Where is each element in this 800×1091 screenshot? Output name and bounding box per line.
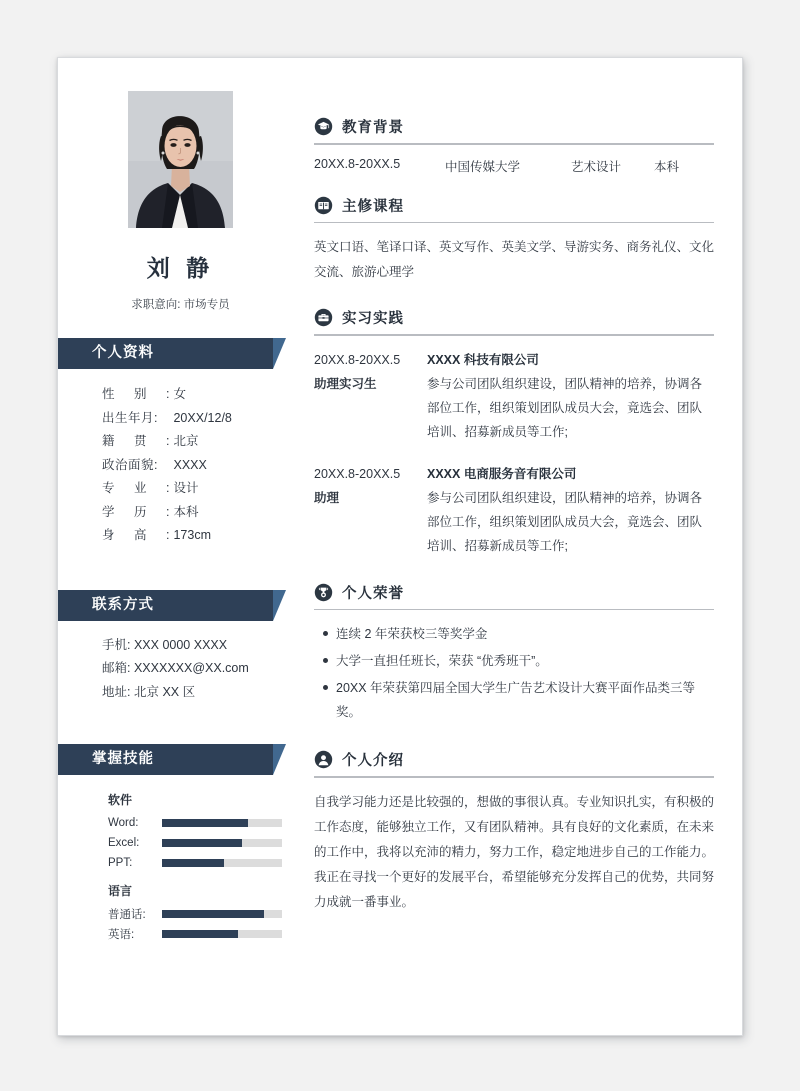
section-title: 个人荣誉 bbox=[342, 585, 404, 602]
education-major: 艺术设计 bbox=[571, 159, 622, 174]
divider bbox=[314, 776, 714, 778]
experience-date: 20XX.8-20XX.5 bbox=[314, 466, 401, 481]
section-header bbox=[314, 749, 714, 776]
experience-company: XXXX 电商服务音有限公司 bbox=[427, 466, 577, 481]
list-item: 出生年月: 20XX/12/8 bbox=[102, 410, 232, 425]
info-key: 政治面貌 bbox=[102, 457, 155, 472]
main-content bbox=[303, 58, 742, 1035]
skill-track bbox=[162, 819, 282, 827]
info-key: 专 bbox=[102, 481, 116, 495]
info-value: 20XX/12/8 bbox=[173, 410, 232, 425]
section-header bbox=[314, 195, 714, 222]
banner-title-personal: 个人资料 bbox=[92, 345, 154, 361]
section-title: 主修课程 bbox=[342, 198, 404, 215]
list-item: 身 高 : 173cm bbox=[102, 524, 303, 548]
skill-group-title-software: 软件 bbox=[108, 793, 133, 807]
experience-body bbox=[427, 348, 714, 444]
open-book-icon bbox=[314, 196, 333, 215]
experience-description: 参与公司团队组织建设，团队精神的培养，协调各部位工作，组织策划团队成员大会，竟选会、团队培训、招募新成员等工作; bbox=[427, 376, 703, 439]
section-courses bbox=[314, 195, 714, 302]
experience-item bbox=[314, 462, 714, 576]
info-value: 173cm bbox=[173, 528, 212, 542]
list-item bbox=[102, 634, 303, 658]
skill-track bbox=[162, 930, 282, 938]
info-value: XXXX bbox=[173, 457, 207, 472]
experience-meta bbox=[314, 348, 427, 444]
list-item bbox=[102, 657, 303, 681]
skill-row-english bbox=[108, 924, 303, 944]
banner-body bbox=[58, 338, 273, 369]
list-item bbox=[314, 622, 714, 649]
contact-label: 邮箱: bbox=[102, 661, 131, 675]
list-item: 籍 贯 : 北京 bbox=[102, 430, 303, 454]
info-key: 学 bbox=[102, 504, 116, 519]
bullet-icon bbox=[314, 649, 336, 663]
info-value: 北京 bbox=[173, 434, 199, 448]
divider bbox=[314, 143, 714, 145]
experience-body bbox=[427, 462, 714, 558]
section-title: 实习实践 bbox=[342, 311, 404, 327]
banner-personal-info bbox=[58, 338, 286, 369]
skill-label: 英语: bbox=[108, 929, 135, 941]
courses-text: 英文口语、笔译口译、英文写作、英美文学、导游实务、商务礼仪、文化交流、旅游心理学 bbox=[314, 240, 715, 279]
bullet-icon bbox=[314, 676, 336, 690]
divider bbox=[314, 334, 714, 336]
introduction-text: 自我学习能力还是比较强的，想做的事很认真。专业知识扎实，有积极的工作态度，能够独立工作，又有团队精神。具有良好的文化素质，在未来的工作中，我将以充沛的精力，努力工作，稳定地进步自己的工作能力。我正在寻找一个更好的发展平台，希望能够充分发挥自己的优势，共同努力成就一番事业。 bbox=[314, 794, 715, 909]
banner-tail bbox=[273, 338, 286, 369]
info-key2: 贯 bbox=[134, 434, 148, 448]
honor-text: 20XX 年荣获第四届全国大学生广告艺术设计大赛平面作品类三等奖。 bbox=[336, 681, 696, 719]
honor-text: 大学一直担任班长，荣获 “优秀班干”。 bbox=[336, 654, 548, 668]
medal-icon bbox=[314, 583, 333, 602]
graduation-cap-icon bbox=[314, 117, 333, 136]
section-honors bbox=[314, 582, 714, 744]
info-key: 出生年月 bbox=[102, 410, 155, 425]
contact-value: XXXXXXX@XX.com bbox=[133, 661, 249, 675]
user-icon bbox=[314, 750, 333, 769]
banner-body bbox=[58, 744, 273, 775]
info-key: 籍 bbox=[102, 434, 116, 448]
experience-date: 20XX.8-20XX.5 bbox=[314, 352, 401, 367]
list-item: 政治面貌: XXXX bbox=[102, 457, 207, 472]
section-header bbox=[314, 116, 714, 143]
skill-row-mandarin bbox=[108, 904, 303, 924]
banner-title-skills: 掌握技能 bbox=[92, 751, 154, 767]
avatar bbox=[128, 91, 233, 228]
info-key2: 高 bbox=[134, 528, 148, 542]
personal-info-list bbox=[58, 369, 303, 548]
skill-label: Word: bbox=[108, 817, 139, 829]
experience-meta bbox=[314, 462, 427, 558]
divider bbox=[314, 222, 714, 224]
education-entry bbox=[314, 157, 714, 189]
banner-contact bbox=[58, 590, 286, 621]
list-item bbox=[314, 649, 714, 676]
experience-role: 助理实习生 bbox=[314, 376, 377, 391]
resume-page bbox=[57, 57, 743, 1036]
info-key2: 别 bbox=[134, 387, 148, 401]
skill-row-ppt bbox=[108, 853, 303, 873]
skill-fill bbox=[162, 859, 224, 867]
info-value: 本科 bbox=[173, 504, 199, 519]
info-key2: 历 bbox=[134, 504, 148, 519]
person-name: 刘 静 bbox=[146, 255, 215, 281]
skill-fill bbox=[162, 910, 264, 918]
list-item: 性 别 : 女 bbox=[102, 383, 303, 407]
briefcase-icon bbox=[314, 308, 333, 327]
banner-title-contact: 联系方式 bbox=[92, 596, 154, 613]
list-item bbox=[314, 676, 714, 727]
experience-description: 参与公司团队组织建设，团队精神的培养，协调各部位工作，组织策划团队成员大会，竟选会、团队培训、招募新成员等工作; bbox=[427, 490, 703, 553]
divider bbox=[314, 609, 714, 611]
education-degree: 本科 bbox=[654, 159, 680, 174]
contact-label: 手机: bbox=[102, 637, 131, 652]
honors-list bbox=[314, 622, 714, 743]
info-key2: 业 bbox=[134, 481, 148, 495]
experience-role: 助理 bbox=[314, 490, 340, 505]
list-item bbox=[102, 681, 303, 705]
banner-skills bbox=[58, 744, 286, 775]
info-key: 性 bbox=[102, 387, 116, 401]
banner-body bbox=[58, 590, 273, 621]
contact-value: XXX 0000 XXXX bbox=[133, 637, 228, 652]
honor-text: 连续 2 年荣获校三等奖学金 bbox=[336, 627, 488, 641]
contact-list bbox=[58, 621, 303, 705]
section-title: 个人介绍 bbox=[342, 753, 404, 769]
skill-label: 普通话: bbox=[108, 909, 146, 921]
sidebar bbox=[58, 58, 303, 1035]
banner-tail bbox=[273, 590, 286, 621]
section-header bbox=[314, 582, 714, 609]
section-title: 教育背景 bbox=[342, 120, 404, 136]
banner-tail bbox=[273, 744, 286, 775]
experience-item bbox=[314, 348, 714, 462]
contact-value: 北京 XX 区 bbox=[133, 684, 196, 699]
section-header bbox=[314, 307, 714, 334]
skill-fill bbox=[162, 839, 242, 847]
skill-track bbox=[162, 859, 282, 867]
info-key: 身 bbox=[102, 528, 116, 542]
skills-list bbox=[58, 775, 303, 944]
section-education bbox=[314, 116, 714, 189]
skill-track bbox=[162, 910, 282, 918]
section-introduction bbox=[314, 749, 714, 915]
bullet-icon bbox=[314, 622, 336, 636]
education-date: 20XX.8-20XX.5 bbox=[314, 156, 401, 171]
skill-label: PPT: bbox=[108, 857, 133, 869]
education-school: 中国传媒大学 bbox=[445, 159, 521, 174]
section-experience bbox=[314, 307, 714, 576]
skill-label: Excel: bbox=[108, 837, 140, 849]
skill-row-excel bbox=[108, 833, 303, 853]
person-objective: 求职意向: 市场专员 bbox=[131, 299, 230, 311]
skill-row-word bbox=[108, 813, 303, 833]
skill-fill bbox=[162, 819, 248, 827]
list-item: 专 业 : 设计 bbox=[102, 477, 303, 501]
experience-company: XXXX 科技有限公司 bbox=[427, 352, 539, 367]
info-value: 设计 bbox=[173, 481, 199, 495]
list-item: 学 历 : 本科 bbox=[102, 501, 303, 525]
contact-label: 地址: bbox=[102, 684, 131, 699]
skill-group-title-language: 语言 bbox=[108, 884, 133, 898]
skill-fill bbox=[162, 930, 238, 938]
skill-track bbox=[162, 839, 282, 847]
info-value: 女 bbox=[173, 387, 186, 401]
